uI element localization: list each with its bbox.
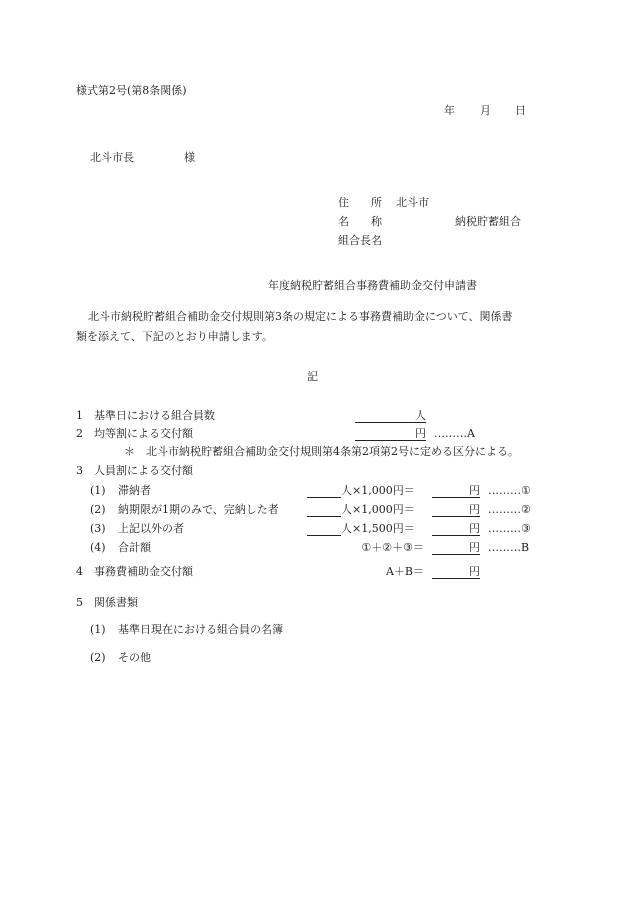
head-label: 組合長名: [338, 234, 382, 247]
item-5-1-label: 基準日現在における組合員の名簿: [118, 623, 283, 636]
item-3-4-unit: 円: [469, 541, 480, 554]
item-5-1-number: (1): [90, 623, 106, 636]
note-text: ＊ 北斗市納税貯蓄組合補助金交付規則第4条第2項第2号に定める区分による。: [124, 445, 519, 458]
item-5-label: 関係書類: [94, 596, 138, 609]
item-4-formula: A＋B＝: [385, 565, 424, 578]
item-3-4-number: (4): [90, 541, 106, 554]
item-5-2-number: (2): [90, 651, 106, 664]
item-3-4-label: 合計額: [118, 541, 151, 554]
addressee-honorific: 様: [184, 151, 195, 164]
form-label: 様式第2号(第8条関係): [76, 84, 187, 97]
item-1-unit: 人: [415, 409, 426, 422]
item-3-2-number: (2): [90, 503, 106, 516]
item-4-unit: 円: [469, 565, 480, 578]
item-3-3-unit: 円: [469, 522, 480, 535]
item-2-number: 2: [76, 427, 83, 440]
item-3-1-label: 滞納者: [118, 484, 151, 497]
item-5-number: 5: [76, 596, 83, 609]
item-3-2-count-field[interactable]: [307, 503, 341, 517]
date-day: 日: [515, 104, 526, 117]
item-3-number: 3: [76, 464, 83, 477]
item-2-label: 均等割による交付額: [94, 427, 193, 440]
item-1-members-field[interactable]: [355, 409, 426, 423]
item-1-number: 1: [76, 409, 83, 422]
item-3-4-formula: ①＋②＋③＝: [361, 541, 424, 554]
item-2-amount-field[interactable]: [355, 427, 426, 441]
item-3-1-count-field[interactable]: [307, 484, 341, 498]
name-value: 納税貯蓄組合: [455, 215, 521, 228]
item-2-unit: 円: [415, 427, 426, 440]
addressee-name: 北斗市長: [90, 151, 134, 164]
item-3-3-amount-field[interactable]: [432, 522, 480, 536]
date-month: 月: [480, 104, 491, 117]
intro-line-1: 北斗市納税貯蓄組合補助金交付規則第3条の規定による事務費補助金について、関係書: [88, 310, 513, 323]
ki-heading: 記: [307, 370, 318, 383]
item-3-2-label: 納期限が1期のみで、完納した者: [118, 503, 279, 516]
item-4-amount-field[interactable]: [432, 565, 480, 579]
item-3-2-mark: ………②: [488, 503, 531, 516]
item-3-3-number: (3): [90, 522, 106, 535]
item-3-3-count-field[interactable]: [307, 522, 341, 536]
date-year: 年: [444, 104, 455, 117]
item-3-2-rate: 人×1,000円＝: [341, 503, 415, 516]
document-title: 年度納税貯蓄組合事務費補助金交付申請書: [268, 279, 477, 292]
item-3-1-amount-field[interactable]: [432, 484, 480, 498]
item-4-number: 4: [76, 565, 83, 578]
item-3-3-mark: ………③: [488, 522, 531, 535]
address-value: 北斗市: [396, 196, 429, 209]
item-3-1-rate: 人×1,000円＝: [341, 484, 415, 497]
item-3-4-mark: ………B: [488, 541, 530, 554]
item-3-3-rate: 人×1,500円＝: [341, 522, 415, 535]
item-3-1-number: (1): [90, 484, 106, 497]
item-5-2-label: その他: [118, 651, 151, 664]
item-3-2-amount-field[interactable]: [432, 503, 480, 517]
item-3-1-unit: 円: [469, 484, 480, 497]
item-3-2-unit: 円: [469, 503, 480, 516]
item-3-1-mark: ………①: [488, 484, 531, 497]
intro-line-2: 類を添えて、下記のとおり申請します。: [76, 330, 273, 343]
address-label: 住 所: [338, 196, 382, 209]
item-1-label: 基準日における組合員数: [94, 409, 215, 422]
item-3-3-label: 上記以外の者: [118, 522, 184, 535]
item-3-4-amount-field[interactable]: [432, 541, 480, 555]
name-label: 名 称: [338, 215, 382, 228]
item-2-mark: ………A: [434, 427, 475, 440]
item-4-label: 事務費補助金交付額: [94, 565, 193, 578]
item-3-label: 人員割による交付額: [94, 464, 193, 477]
